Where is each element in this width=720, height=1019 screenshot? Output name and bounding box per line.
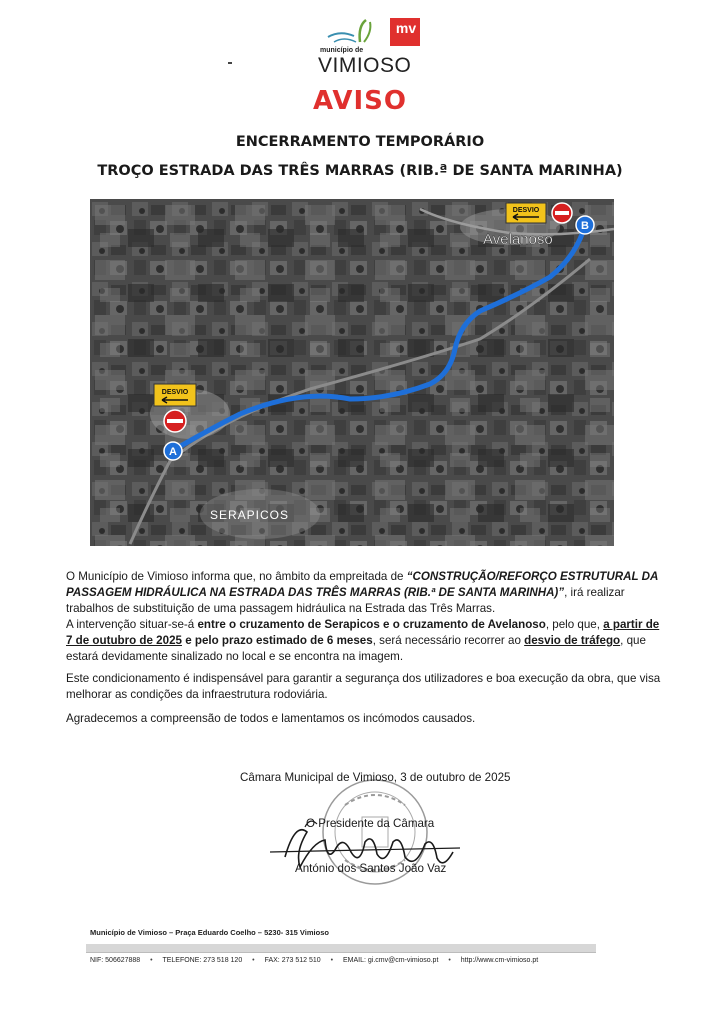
no-entry-sign-a bbox=[164, 410, 186, 432]
footer-separator: • bbox=[330, 957, 334, 964]
detour-sign-b-text: DESVIO bbox=[512, 207, 540, 214]
p2-start-date: a partir de 7 de outubro de 2025 bbox=[66, 618, 660, 647]
logo-subtitle: município de bbox=[320, 47, 364, 54]
p2-text: A intervenção situar-se-á bbox=[66, 618, 198, 631]
notice-subheading: TROÇO ESTRADA DAS TRÊS MARRAS (RIB.ª DE SANTA MARINHA) bbox=[97, 163, 623, 179]
signatory-title: O Presidente da Câmara bbox=[306, 817, 435, 830]
p2-text-3: , será necessário recorrer ao bbox=[372, 634, 525, 647]
footer-fax: FAX: 273 512 510 bbox=[264, 957, 321, 964]
paragraph-thanks: Agradecemos a compreensão de todos e lamentamos os incómodos causados. bbox=[66, 712, 476, 725]
p2-duration: e pelo prazo estimado de 6 meses bbox=[181, 634, 373, 647]
paragraph-location bbox=[66, 617, 666, 665]
detour-sign-a-text: DESVIO bbox=[161, 389, 189, 396]
p1-text: O Município de Vimioso informa que, no âmbito da empreitada de bbox=[66, 570, 407, 583]
footer-divider bbox=[86, 944, 596, 952]
logo-badge: mv bbox=[395, 20, 417, 36]
place-and-date: Câmara Municipal de Vimioso, 3 de outubro de 2025 bbox=[240, 771, 511, 784]
footer-email: EMAIL: gi.cmv@cm-vimioso.pt bbox=[342, 957, 439, 964]
detour-map bbox=[90, 199, 614, 546]
footer-divider-line bbox=[86, 952, 596, 953]
footer-separator: • bbox=[252, 957, 255, 964]
detour-sign-b bbox=[506, 203, 546, 223]
signatory-name: António dos Santos João Vaz bbox=[295, 862, 447, 875]
no-entry-sign-b bbox=[552, 203, 572, 223]
notice-heading: ENCERRAMENTO TEMPORÁRIO bbox=[235, 134, 485, 150]
scan-mark bbox=[228, 62, 232, 64]
p2-text-2: , pelo que, bbox=[545, 618, 604, 631]
footer-nif: NIF: 506627888 bbox=[90, 957, 141, 964]
footer-separator: • bbox=[150, 957, 153, 964]
paragraph-reason: Este condicionamento é indispensável para garantir a segurança dos utilizadores e boa execução da obra, que visa melhorar as condições da infraestrutura rodoviária. bbox=[66, 672, 661, 701]
detour-sign-a bbox=[154, 384, 196, 406]
p2-location: entre o cruzamento de Serapicos e o cruzamento de Avelanoso bbox=[197, 618, 546, 631]
p1-project-name: “CONSTRUÇÃO/REFORÇO ESTRUTURAL DA PASSAGEM HIDRÁULICA NA ESTRADA DAS TRÊS MARRAS (RIB.ª DE SANTA MARINHA)” bbox=[66, 570, 658, 599]
footer-address: Município de Vimioso – Praça Eduardo Coelho – 5230- 315 Vimioso bbox=[90, 928, 329, 937]
footer-phone: TELEFONE: 273 518 120 bbox=[162, 957, 243, 964]
place-label-avelanoso: Avelanoso bbox=[483, 231, 553, 248]
notice-title: AVISO bbox=[313, 86, 407, 116]
footer-separator: • bbox=[448, 957, 451, 964]
p1-text-end: , irá realizar trabalhos de substituição de uma passagem hidráulica na Estrada das Três Marras. bbox=[66, 586, 625, 615]
place-label-serapicos: SERAPICOS bbox=[210, 508, 290, 522]
p2-text-end: , que estará devidamente sinalizado no local e se encontra na imagem. bbox=[66, 634, 646, 663]
p2-detour: desvio de tráfego bbox=[524, 634, 621, 647]
footer-contacts bbox=[90, 957, 546, 964]
footer-website: http://www.cm-vimioso.pt bbox=[460, 957, 539, 964]
logo-name: VIMIOSO bbox=[318, 54, 412, 77]
paragraph-intro bbox=[66, 569, 666, 617]
marker-a-label: A bbox=[169, 446, 177, 458]
marker-b-label: B bbox=[581, 220, 589, 232]
